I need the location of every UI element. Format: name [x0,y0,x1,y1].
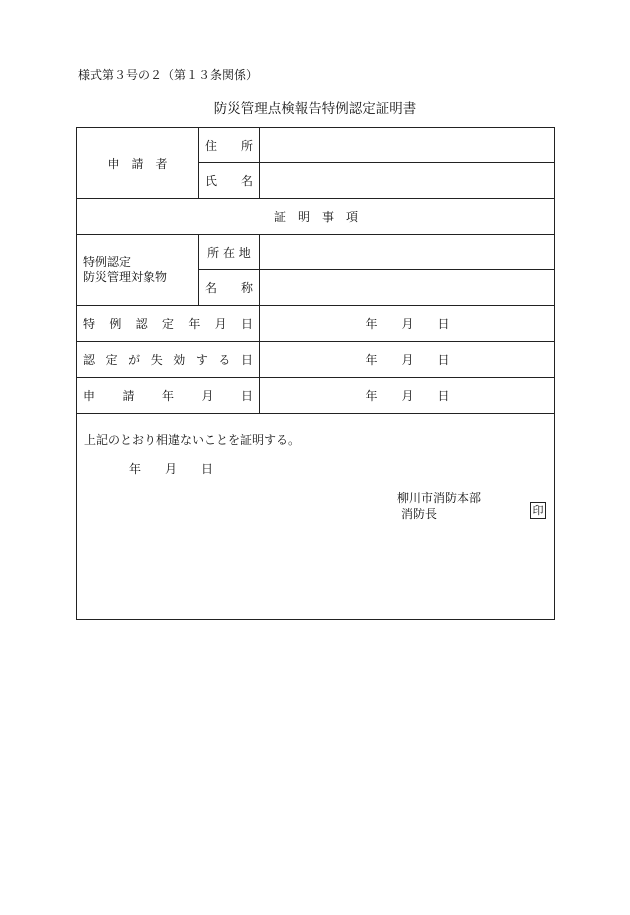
expiry-date-label: 認 定 が 失 効 す る 日 [83,353,253,367]
seal-stamp-box: 印 [530,502,546,519]
location-field[interactable] [261,235,553,269]
column-divider [259,128,260,198]
address-label: 住 所 [204,138,253,153]
row-divider [77,413,555,414]
document-title: 防災管理点検報告特例認定証明書 [213,101,417,117]
name-label: 氏 名 [204,174,253,188]
application-date-value[interactable]: 年 月 日 [365,389,450,403]
issuer-organization: 柳川市消防本部 [397,491,482,505]
name-field[interactable] [261,163,553,198]
applicant-label: 申 請 者 [107,156,168,171]
target-label-line2: 防災管理対象物 [83,270,168,284]
certification-statement: 上記のとおり相違ないことを証明する。 [84,433,301,447]
target-label-line1: 特例認定 [83,255,132,269]
certified-date-value[interactable]: 年 月 日 [365,317,450,331]
certification-date[interactable]: 年 月 日 [129,462,214,476]
certified-date-label: 特 例 認 定 年 月 日 [83,317,253,331]
certification-header: 証 明 事 項 [273,210,358,224]
certificate-table [76,127,555,620]
form-number: 様式第３号の２（第１３条関係） [78,68,259,82]
location-label: 所 在 地 [207,245,251,260]
target-object-label [83,235,197,305]
object-name-field[interactable] [261,270,553,305]
issuer-title: 消防長 [401,507,438,521]
application-date-label: 申 請 年 月 日 [83,389,253,403]
expiry-date-value[interactable]: 年 月 日 [365,353,450,367]
object-name-label: 名 称 [204,281,253,295]
address-field[interactable] [261,128,553,162]
